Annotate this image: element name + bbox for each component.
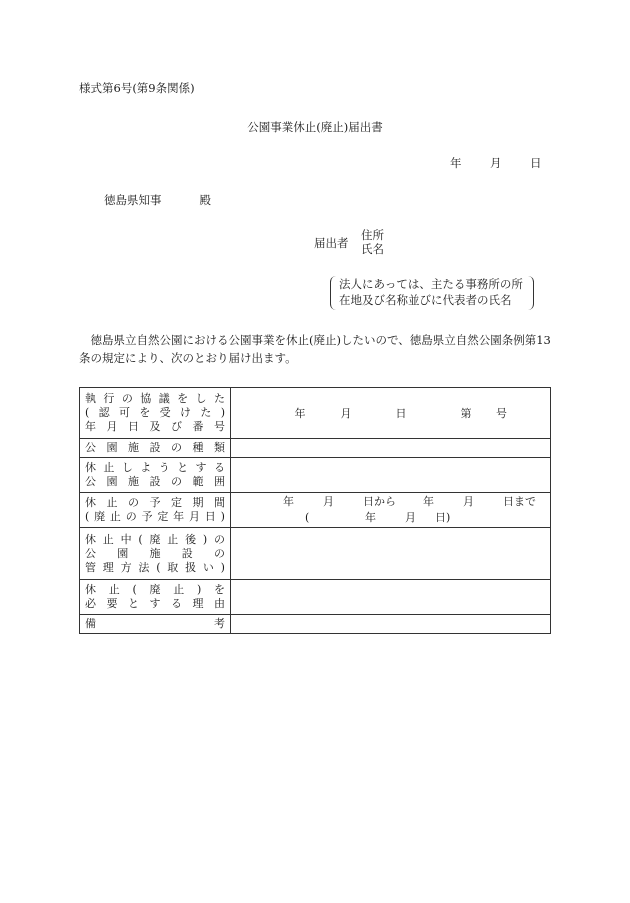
label-line <box>85 533 225 547</box>
document-title: 公園事業休止(廃止)届出書 <box>247 120 383 134</box>
label-char: 月 <box>188 510 200 523</box>
body-text: 徳島県立自然公園における公園事業を休止(廃止)したいので、徳島県立自然公園条例第13条の規定により、次のとおり届け出ます。 <box>79 333 551 365</box>
label-char: 止 <box>173 583 185 596</box>
label-line <box>85 496 225 510</box>
label-char: ) <box>202 532 208 546</box>
label-line <box>85 406 225 420</box>
label-char: し <box>121 461 133 474</box>
label-char: 月 <box>106 420 118 433</box>
number-suffix: 号 <box>496 407 507 420</box>
label-char: の <box>213 532 225 546</box>
label-char: 年 <box>173 510 185 523</box>
label-char: 種 <box>192 441 204 454</box>
remarks-right: 考 <box>214 617 225 630</box>
label-char: ) <box>220 406 225 419</box>
label-suspension-period <box>80 493 231 528</box>
label-char: 囲 <box>214 475 225 488</box>
label-char: ) <box>220 560 225 574</box>
abolish-month: 月 <box>405 511 416 524</box>
label-char: 休 <box>85 532 96 546</box>
end-day: 日まで <box>503 495 536 508</box>
label-char: 休 <box>85 496 96 509</box>
end-month: 月 <box>463 495 474 508</box>
table-row <box>80 528 551 580</box>
label-char: 施 <box>128 441 139 454</box>
label-char: 施 <box>128 475 139 488</box>
label-line <box>85 510 225 524</box>
label-char: 執 <box>85 392 96 405</box>
label-char: す <box>149 597 161 610</box>
label-char: 取 <box>167 560 179 574</box>
label-char: 公 <box>85 475 96 488</box>
label-char: 範 <box>192 475 204 488</box>
label-char: の <box>128 496 139 509</box>
applicant-label: 届出者 <box>314 236 349 250</box>
paren-open: ( <box>305 511 310 524</box>
label-char: の <box>171 475 182 488</box>
label-char: 由 <box>214 597 225 610</box>
abolish-day: 日) <box>435 511 451 524</box>
label-char: よ <box>140 461 152 474</box>
label-line <box>85 475 225 489</box>
address-label: 住所 <box>361 228 384 242</box>
label-char: 期 <box>192 496 204 509</box>
label-char: の <box>214 546 225 560</box>
label-char: 類 <box>214 441 225 454</box>
label-char: ( <box>85 406 90 419</box>
corp-note-line-2: 在地及び名称並びに代表者の氏名 <box>339 293 512 307</box>
label-char: た <box>200 406 212 419</box>
label-char: 設 <box>149 475 161 488</box>
period-line <box>231 494 550 510</box>
label-line <box>85 617 225 631</box>
abolish-line <box>231 510 550 526</box>
label-char: 理 <box>192 597 204 610</box>
label-char: 休 <box>85 461 96 474</box>
table-row <box>80 439 551 458</box>
number-prefix: 第 <box>460 407 472 420</box>
label-char: 可 <box>118 406 130 419</box>
notification-table <box>79 387 551 634</box>
label-char: ( <box>138 532 143 546</box>
label-line <box>85 441 225 455</box>
day-label: 日 <box>395 407 407 420</box>
label-char: ( <box>85 510 90 523</box>
label-char: 議 <box>158 392 170 405</box>
label-char: 行 <box>103 392 115 405</box>
label-char: と <box>128 597 139 610</box>
label-char: 及 <box>149 420 161 433</box>
table-row <box>80 388 551 439</box>
label-char: の <box>121 392 133 405</box>
label-char: 扱 <box>185 560 197 574</box>
label-reason <box>80 580 231 615</box>
consultation-value <box>231 388 551 439</box>
label-line <box>85 561 225 575</box>
label-char: 定 <box>157 510 169 523</box>
label-char: 公 <box>85 546 96 560</box>
label-char: 予 <box>149 496 161 509</box>
addressee-honorific: 殿 <box>199 193 211 207</box>
label-char: び <box>171 420 182 433</box>
label-char: と <box>177 461 189 474</box>
corporation-note <box>330 276 534 310</box>
label-char: 年 <box>85 420 96 433</box>
label-char: ( <box>156 560 161 574</box>
label-char: 後 <box>185 532 197 546</box>
label-char: 認 <box>98 406 110 419</box>
label-char: 番 <box>192 420 204 433</box>
label-line <box>85 392 225 406</box>
label-char: 止 <box>109 510 121 523</box>
form-number: 様式第6号(第9条関係) <box>79 81 195 95</box>
label-line <box>85 461 225 475</box>
label-char: け <box>180 406 192 419</box>
label-char: る <box>171 597 182 610</box>
label-char: 止 <box>167 532 179 546</box>
label-char: 施 <box>149 546 161 560</box>
remarks-left: 備 <box>85 617 96 630</box>
label-char: 中 <box>120 532 132 546</box>
year-label: 年 <box>294 407 306 420</box>
label-char: 要 <box>106 597 118 610</box>
label-char: 止 <box>108 583 120 596</box>
label-char: 理 <box>102 560 114 574</box>
label-facility-type <box>80 439 231 458</box>
table-row <box>80 493 551 528</box>
label-char: ) <box>220 510 225 523</box>
label-facility-range <box>80 458 231 493</box>
label-management <box>80 528 231 580</box>
label-char: 号 <box>214 420 225 433</box>
label-char: た <box>213 392 225 405</box>
label-char: 止 <box>103 461 115 474</box>
label-char: い <box>202 560 214 574</box>
year-label: 年 <box>450 156 462 170</box>
suspension-period-value <box>231 493 551 528</box>
label-char: 法 <box>138 560 150 574</box>
label-char: 定 <box>171 496 182 509</box>
label-char: ) <box>196 583 202 596</box>
label-char: 日 <box>204 510 216 523</box>
addressee-name: 徳島県知事 <box>104 193 162 207</box>
facility-range-value <box>231 458 551 493</box>
label-char: す <box>195 461 207 474</box>
label-line <box>85 583 225 597</box>
label-char: ( <box>132 583 137 596</box>
label-char: を <box>214 583 225 596</box>
label-char: 園 <box>117 546 129 560</box>
label-char: 休 <box>85 583 96 596</box>
management-value <box>231 528 551 580</box>
name-label: 氏名 <box>361 242 384 256</box>
label-char: 止 <box>102 532 114 546</box>
label-char: 廃 <box>94 510 106 523</box>
table-row <box>80 580 551 615</box>
label-char: 止 <box>106 496 118 509</box>
label-char: 受 <box>159 406 171 419</box>
label-char: 廃 <box>149 583 161 596</box>
corp-note-line-1: 法人にあっては、主たる事務所の所 <box>339 277 523 291</box>
label-char: の <box>125 510 137 523</box>
month-label: 月 <box>340 407 352 420</box>
table-row <box>80 458 551 493</box>
label-char: 設 <box>181 546 193 560</box>
label-char: 設 <box>149 441 161 454</box>
label-char: を <box>139 406 151 419</box>
label-char: 管 <box>85 560 96 574</box>
month-label: 月 <box>490 156 502 170</box>
label-char: 必 <box>85 597 96 610</box>
label-char: し <box>195 392 207 405</box>
start-day: 日から <box>363 495 396 508</box>
day-label: 日 <box>530 156 542 170</box>
date-line <box>450 155 542 171</box>
applicant-fields <box>361 228 384 256</box>
label-char: 日 <box>128 420 139 433</box>
start-year: 年 <box>283 495 294 508</box>
reason-value <box>231 580 551 615</box>
label-char: 園 <box>106 441 118 454</box>
label-char: 方 <box>120 560 132 574</box>
label-char: る <box>213 461 225 474</box>
label-line <box>85 420 225 434</box>
label-char: 園 <box>106 475 118 488</box>
label-char: の <box>171 441 182 454</box>
label-line <box>85 597 225 611</box>
table-row <box>80 615 551 634</box>
addressee <box>104 192 211 208</box>
remarks-value <box>231 615 551 634</box>
end-year: 年 <box>423 495 434 508</box>
label-char: 協 <box>140 392 152 405</box>
label-remarks <box>80 615 231 634</box>
label-char: を <box>177 392 189 405</box>
abolish-year: 年 <box>365 511 376 524</box>
facility-type-value <box>231 439 551 458</box>
label-char: 予 <box>141 510 153 523</box>
label-char: 廃 <box>149 532 161 546</box>
label-char: う <box>158 461 170 474</box>
label-char: 公 <box>85 441 96 454</box>
label-consultation <box>80 388 231 439</box>
label-char: 間 <box>214 496 225 509</box>
label-line <box>85 547 225 561</box>
start-month: 月 <box>323 495 334 508</box>
